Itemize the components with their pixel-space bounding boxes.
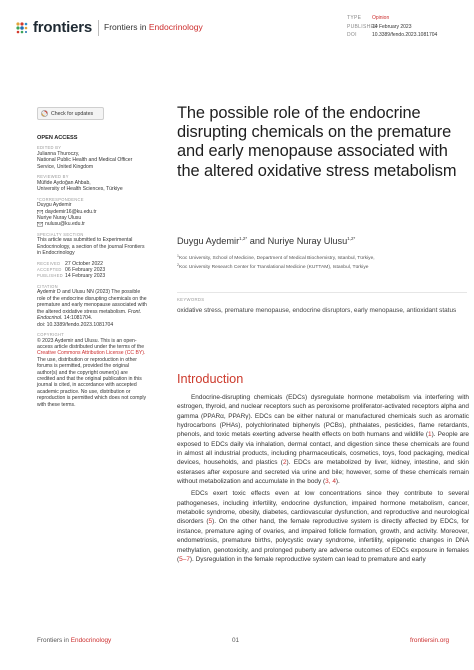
article-meta <box>347 14 467 40</box>
publisher-logo-text: frontiers <box>33 19 93 36</box>
journal-accent: Endocrinology <box>148 22 203 32</box>
meta-published <box>347 23 467 32</box>
correspondent-name-1: Duygu Aydemir <box>37 202 72 209</box>
footer-journal[interactable] <box>37 637 111 644</box>
p2-text-a: EDCs exert toxic effects even at low concentrations since they contribute to several pathogeneses, including infertility, endocrine dysfunction, impaired hormone metabolism, cancer, metabolic syndrome, obesity, diabetes, cardiovascular dysfunction, and reproductive and neurological disorders ( <box>177 490 469 526</box>
affiliation-2-text: Koc University Research Center for Translational Medicine (KUTTAM), Istanbul, Türkiye <box>178 265 369 271</box>
email-text-1: daydemir16@ku.edu.tr <box>45 208 97 215</box>
reference-link[interactable]: 1 <box>428 431 432 439</box>
footer-site-link[interactable]: frontiersin.org <box>410 637 450 644</box>
footer-journal-accent: Endocrinology <box>70 637 112 644</box>
reference-link[interactable]: 3, 4 <box>325 478 336 486</box>
author-2[interactable]: Nuriye Nuray Ulusu <box>267 236 348 246</box>
reference-link[interactable]: 5 <box>208 518 213 526</box>
meta-type-value: Opinion <box>372 15 390 21</box>
frontiers-logo-icon <box>15 21 29 35</box>
correspondent-name-2: Nuriye Nuray Ulusu <box>37 215 82 222</box>
author-and: and <box>247 236 268 246</box>
meta-doi[interactable] <box>347 31 467 40</box>
affiliation-1-num: 1 <box>177 254 179 258</box>
journal-prefix: Frontiers in <box>104 22 149 32</box>
reviewed-by-label: REVIEWED BY <box>37 174 69 180</box>
paragraph-2 <box>177 489 469 564</box>
p2-text-b: ). On the other hand, the female reproductive system is directly affected by EDCs, for instance, premature aging of ovaries, and impaired follicle formation, growth, and activity. Moreover, endometriosis, premature births, polycystic ovary syndrome, infertility, epigenetic changes in DNA methylation, genotoxicity, and prolonged puberty are adverse outcomes of EDCs exposure in females ( <box>177 518 469 563</box>
specialty-text: This article was submitted to Experimental Endocrinology, a section of the journal Frontiers in Endocrinology <box>37 237 145 257</box>
editor-affiliation-1: National Public Health and Medical Officer <box>37 157 133 164</box>
check-updates-icon <box>41 110 48 117</box>
editor-affiliation-2: Service, United Kingdom <box>37 163 94 170</box>
citation-doi[interactable]: doi: 10.3389/fendo.2023.1081704 <box>37 321 114 328</box>
p2-text-c: ). Dysregulation in the female reproductive system can lead to premature and early <box>189 555 426 563</box>
received-date: 27 October 2022 <box>65 260 103 267</box>
p1-text-d: ). <box>335 478 340 486</box>
keywords-text: oxidative stress, premature menopause, endocrine disruptors, early menopause, antioxidant status <box>177 307 457 314</box>
citation-body: Aydemir D and Ulusu NN (2023) The possible role of the endocrine disrupting chemicals on the premature and early menopause associated with the altered oxidative stress metabolism. <box>37 289 147 315</box>
citation-volume: 14:1081704. <box>63 315 93 322</box>
mail-icon <box>37 222 43 227</box>
reviewer-affiliation: University of Health Sciences, Türkiye <box>37 186 123 193</box>
introduction-heading: Introduction <box>177 372 244 386</box>
author-list <box>177 236 355 246</box>
journal-name[interactable] <box>104 22 203 32</box>
check-updates-label: Check for updates <box>51 110 94 117</box>
editor-name: Julianna Thuroczy, <box>37 151 80 157</box>
p1-text-b: ). People are exposed to EDCs daily via inhalation, dermal contact, and digestion since these chemicals are found in almost all industrial products, including pharmaceuticals, cosmetics, toys, food packaging, medical devices, households, and plastics ( <box>177 431 470 467</box>
article-title: The possible role of the endocrine disrupting chemicals on the premature and early menopause associated with the altered oxidative stress metabolism <box>177 104 457 180</box>
affiliation-1-text: Koc University, School of Medicine, Department of Medical Biochemistry, Istanbul, Türkiye, <box>178 256 375 261</box>
correspondent-email-2[interactable] <box>37 221 147 227</box>
citation-text <box>37 289 147 327</box>
article-sidebar <box>37 135 147 408</box>
paragraph-1 <box>177 393 469 486</box>
open-access-label: OPEN ACCESS <box>37 135 78 141</box>
affiliations <box>177 253 467 272</box>
introduction-body <box>177 393 469 567</box>
meta-type-key: TYPE <box>347 15 362 21</box>
cc-license-link[interactable]: Creative Commons Attribution License (CC BY). <box>37 350 146 357</box>
citation-label: CITATION <box>37 283 58 289</box>
author-1[interactable]: Duygu Aydemir <box>177 236 240 246</box>
meta-doi-value: 10.3389/fendo.2023.1081704 <box>372 32 438 39</box>
accepted-label: ACCEPTED <box>37 267 62 273</box>
meta-published-key: PUBLISHED <box>347 23 379 30</box>
citation-journal: Front. Endocrinol. <box>37 308 142 322</box>
correspondence-label: *CORRESPONDENCE <box>37 196 84 202</box>
page-number: 01 <box>232 637 240 644</box>
copyright-label: COPYRIGHT <box>37 331 65 337</box>
received-label: RECEIVED <box>37 260 61 266</box>
email-text-2: nulusu@ku.edu.tr <box>45 221 86 228</box>
author-1-sup: 1,2* <box>239 236 248 241</box>
meta-doi-key: DOI <box>347 32 357 39</box>
author-2-sup: 1,2* <box>347 236 356 241</box>
keywords-divider <box>177 292 467 293</box>
published-label: PUBLISHED <box>37 273 63 279</box>
p1-text-a: Endocrine-disrupting chemicals (EDCs) dysregulate hormone metabolism via interfering with estrogen, thyroid, and nuclear receptors such as peroxisome proliferator-activated receptors alpha and gamma (PPARα, PPARγ). EDCs can be either natural or manufactured chemicals such as aromatic hydrocarbons (PHAs), polychlorinated biphenyls (PCBs), phthalates, pesticides, flame retardants, phenols, and toxic metals exerting adverse health effects on both humans and wildlife ( <box>177 394 469 439</box>
meta-published-value: 14 February 2023 <box>372 23 412 30</box>
reference-link[interactable]: 5–7 <box>179 555 190 563</box>
published-date: 14 February 2023 <box>65 273 106 280</box>
specialty-label: SPECIALTY SECTION <box>37 231 84 237</box>
header-divider <box>98 20 99 36</box>
footer-journal-prefix: Frontiers in <box>37 637 71 644</box>
affiliation-1 <box>177 253 467 262</box>
check-for-updates-button[interactable] <box>37 107 104 120</box>
keywords-label: KEYWORDS <box>177 297 205 302</box>
copyright-part-b: The use, distribution or reproduction in other forums is permitted, provided the original author(s) and the copyright owner(s) are credited and that the original publication in this journal is cited, in accordance with accepted academic practice. No use, distribution or reproduction is permitted which does not comply with these terms. <box>37 356 147 408</box>
accepted-date: 06 February 2023 <box>65 267 106 274</box>
mail-icon <box>37 210 43 215</box>
copyright-text <box>37 338 147 408</box>
p1-text-c: ). EDCs are metabolized by liver, kidney, intestine, and skin esterases after exposure and secreted via urine and bile; however, some of these chemicals remain without metabolization and accumulate in the body ( <box>177 459 469 486</box>
affiliation-2-num: 2 <box>177 263 179 268</box>
reviewer-name: Müfide Aydoğan Ahbab, <box>37 179 91 186</box>
reference-link[interactable]: 2 <box>282 459 287 467</box>
affiliation-2 <box>177 262 467 271</box>
meta-type <box>347 14 467 23</box>
copyright-part-a: © 2023 Aydemir and Ulusu. This is an open-access article distributed under the terms of the <box>37 337 145 350</box>
edited-by-label: EDITED BY <box>37 145 62 151</box>
